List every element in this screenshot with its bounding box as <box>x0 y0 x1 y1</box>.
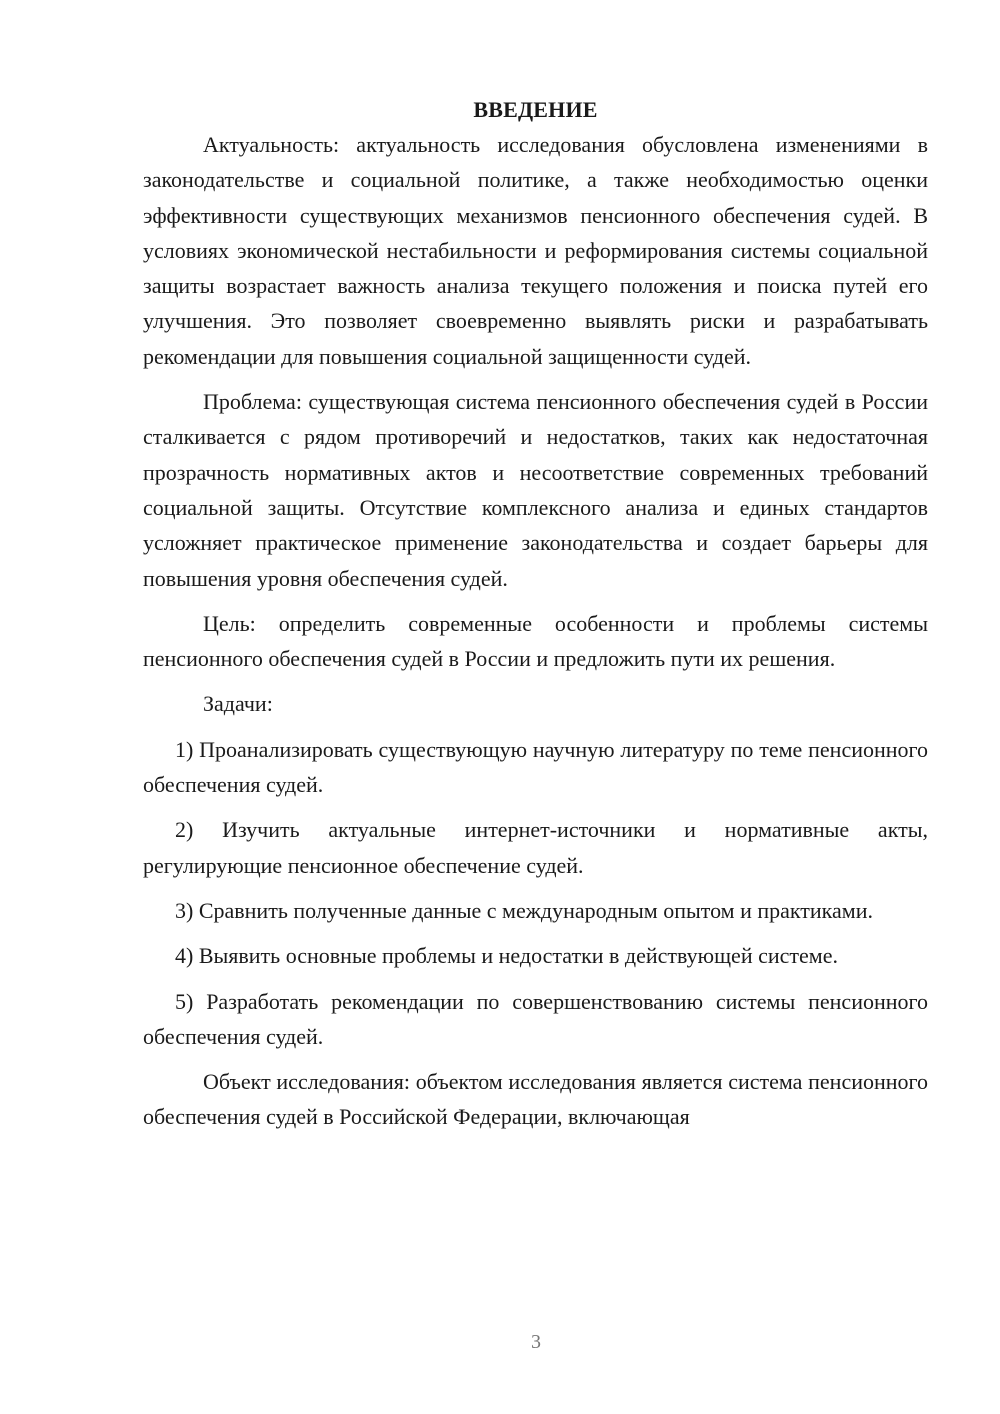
task-item-3: 3) Сравнить полученные данные с международным опытом и практиками. <box>175 897 873 923</box>
task-list <box>143 732 928 1054</box>
task-item-1: 1) Проанализировать существующую научную литературу по теме пенсионного обеспечения судей. <box>143 736 928 798</box>
document-page <box>143 92 928 1145</box>
paragraph-goal: Цель: определить современные особенности и проблемы системы пенсионного обеспечения судей в России и предложить пути их решения. <box>143 610 928 672</box>
paragraph-problem: Проблема: существующая система пенсионного обеспечения судей в России сталкивается с рядом противоречий и недостатков, таких как недостаточная прозрачность нормативных актов и несоответствие современных требований социальной защиты. Отсутствие комплексного анализа и единых стандартов усложняет практическое применение законодательства и создает барьеры для повышения уровня обеспечения судей. <box>143 389 928 591</box>
paragraph-object: Объект исследования: объектом исследования является система пенсионного обеспечения судей в Российской Федерации, включающая <box>143 1069 928 1130</box>
task-item-4: 4) Выявить основные проблемы и недостатки в действующей системе. <box>175 943 838 969</box>
task-item-5: 5) Разработать рекомендации по совершенствованию системы пенсионного обеспечения судей. <box>143 988 928 1049</box>
page-title: ВВЕДЕНИЕ <box>473 97 598 122</box>
paragraph-relevance: Актуальность: актуальность исследования обусловлена изменениями в законодательстве и социальной политике, а также необходимостью оценки эффективности существующих механизмов пенсионного обеспечения судей. В условиях экономической нестабильности и реформирования системы социальной защиты возрастает важность анализа текущего положения и поиска путей его улучшения. Это позволяет своевременно выявлять риски и разрабатывать рекомендации для повышения социальной защищенности судей. <box>143 132 928 369</box>
tasks-label: Задачи: <box>203 691 273 717</box>
task-item-2: 2) Изучить актуальные интернет-источники и нормативные акты, регулирующие пенсионное обеспечение судей. <box>143 817 928 878</box>
page-number: 3 <box>531 1331 541 1353</box>
